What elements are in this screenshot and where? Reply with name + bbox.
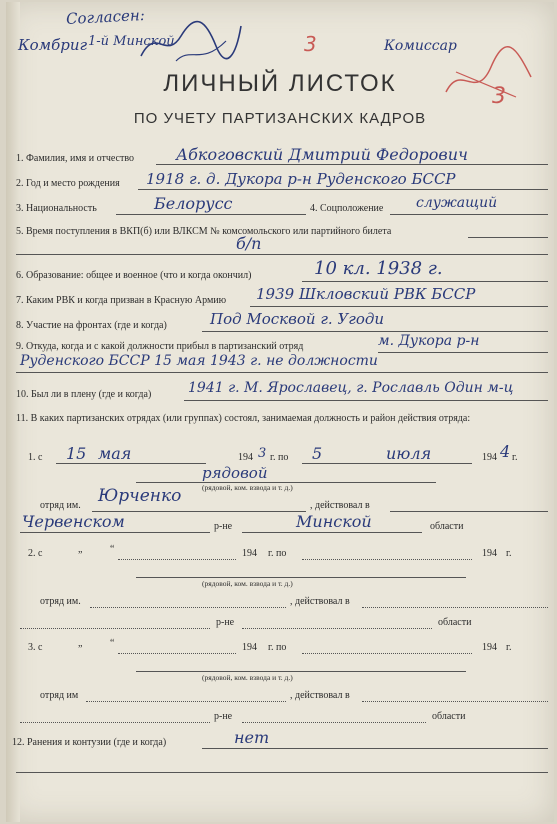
unit-3-detach-line	[86, 701, 286, 702]
field-12-label: 12. Ранения и контузии (где и когда)	[12, 737, 167, 748]
unit-1-from-day: 15	[66, 444, 87, 463]
unit-1-from-year-prefix: 194	[238, 452, 253, 463]
field-6-value: 10 кл. 1938 г.	[314, 258, 443, 279]
field-6-label: 6. Образование: общее и военное (что и когда окончил)	[16, 270, 252, 281]
unit-2-position-line	[136, 577, 466, 578]
unit-1-from-line	[56, 463, 206, 464]
unit-1-to-month: июля	[386, 444, 432, 463]
unit-3-district-line	[20, 722, 210, 723]
approval-agreed: Согласен:	[65, 5, 146, 29]
unit-3-acted-label: , действовал в	[290, 690, 350, 701]
field-1-label: 1. Фамилия, имя и отчество	[16, 153, 135, 164]
unit-2-from-line	[118, 559, 236, 560]
unit-3-position-line	[136, 671, 466, 672]
field-3-line	[116, 214, 306, 215]
unit-1-to-line	[302, 463, 472, 464]
unit-1-region-label: области	[430, 521, 464, 532]
field-3-label: 3. Национальность	[16, 203, 97, 214]
unit-3-region-line	[242, 722, 426, 723]
field-6-line	[302, 281, 548, 282]
unit-2-num: 2. с	[28, 548, 43, 559]
field-7-line	[250, 306, 548, 307]
unit-2-region-line	[242, 628, 432, 629]
unit-1-region-line	[242, 532, 422, 533]
field-9-value-a: м. Дукора р-н	[378, 333, 480, 349]
unit-1-detach-label: отряд им.	[40, 500, 81, 511]
unit-3-region-label: области	[432, 711, 466, 722]
red-mark: 3	[304, 32, 317, 56]
personal-record-sheet	[6, 2, 554, 822]
unit-2-district-line	[20, 628, 210, 629]
red-note: 3	[492, 84, 506, 109]
unit-3-g: г.	[506, 642, 512, 653]
field-2-label: 2. Год и место рождения	[16, 178, 120, 189]
unit-2-position-caption: (рядовой, ком. взвода и т. д.)	[202, 579, 293, 588]
approval-commissar: Комиссар	[384, 38, 457, 54]
unit-2-region-label: области	[438, 617, 472, 628]
unit-3-q1: „	[78, 638, 83, 649]
field-12-line	[202, 748, 548, 749]
unit-2-detach-label: отряд им.	[40, 596, 81, 607]
field-7-value: 1939 Шкловский РВК БССР	[256, 285, 476, 303]
unit-2-year-mid: 194	[242, 548, 257, 559]
unit-3-q2: “	[110, 638, 115, 649]
field-4-line	[390, 214, 548, 215]
unit-3-to-line	[302, 653, 472, 654]
unit-2-acted-label: , действовал в	[290, 596, 350, 607]
field-8-label: 8. Участие на фронтах (где и когда)	[16, 320, 167, 331]
field-2-value: 1918 г. д. Дукора р-н Руденского БССР	[146, 170, 456, 188]
unit-3-num: 3. с	[28, 642, 43, 653]
unit-1-position-caption: (рядовой, ком. взвода и т. д.)	[202, 483, 293, 492]
field-9-line-a	[378, 352, 548, 353]
page-subtitle: ПО УЧЕТУ ПАРТИЗАНСКИХ КАДРОВ	[133, 110, 427, 127]
unit-2-district-label: р-не	[216, 617, 235, 628]
field-5-line-a	[468, 237, 548, 238]
field-4-value: служащий	[416, 195, 498, 211]
field-5-value: б/п	[236, 234, 262, 253]
unit-1-position: рядовой	[202, 464, 268, 482]
field-10-value: 1941 г. М. Ярославец, г. Рославль Один м-ц	[188, 380, 514, 396]
page-title: ЛИЧНЫЙ ЛИСТОК	[163, 70, 397, 97]
unit-1-acted-label: , действовал в	[310, 500, 370, 511]
unit-1-from-year: 3	[258, 446, 267, 461]
unit-1-from-month: мая	[98, 444, 132, 463]
unit-3-from-line	[118, 653, 236, 654]
unit-1-to-year-prefix: 194	[482, 452, 497, 463]
unit-2-q2: “	[110, 544, 115, 555]
field-9-value-b: Руденского БССР 15 мая 1943 г. не должности	[20, 353, 378, 369]
field-10-label: 10. Был ли в плену (где и когда)	[16, 389, 152, 400]
unit-3-detach-label: отряд им	[40, 690, 79, 701]
unit-1-g: г.	[512, 452, 518, 463]
field-2-line	[138, 189, 548, 190]
unit-1-num: 1. с	[28, 452, 43, 463]
field-12-line-b	[16, 772, 548, 773]
unit-1-to-year: 4	[500, 442, 511, 461]
unit-1-acted-line	[390, 511, 548, 512]
unit-2-g: г.	[506, 548, 512, 559]
field-1-value: Абкоговский Дмитрий Федорович	[176, 145, 468, 164]
field-8-line	[202, 331, 548, 332]
field-8-value: Под Москвой г. Угоди	[210, 310, 385, 328]
commander-signature	[136, 16, 246, 71]
unit-1-district-label: р-не	[214, 521, 233, 532]
field-3-value: Белорусс	[154, 194, 233, 213]
unit-1-district-line	[20, 532, 210, 533]
unit-1-to-label: г. по	[270, 452, 289, 463]
approval-brigade-commander: Комбриг	[18, 36, 88, 54]
unit-3-position-caption: (рядовой, ком. взвода и т. д.)	[202, 673, 293, 682]
unit-2-to-label: г. по	[268, 548, 287, 559]
unit-3-acted-line	[362, 701, 548, 702]
field-9-line-b	[16, 372, 548, 373]
unit-1-region-value: Минской	[296, 512, 372, 531]
field-5-line-b	[16, 254, 548, 255]
unit-1-to-day: 5	[312, 444, 323, 463]
unit-3-year-mid: 194	[242, 642, 257, 653]
field-10-line	[184, 400, 548, 401]
field-5-label: 5. Время поступления в ВКП(б) или ВЛКСМ № комсомольского или партийного билета	[16, 226, 392, 237]
unit-3-district-label: р-не	[214, 711, 233, 722]
field-1-line	[156, 164, 548, 165]
unit-3-to-label: г. по	[268, 642, 287, 653]
unit-2-detach-line	[90, 607, 286, 608]
unit-1-detach-name: Юрченко	[98, 486, 182, 506]
field-12-value: нет	[234, 728, 270, 747]
field-7-label: 7. Каким РВК и когда призван в Красную Армию	[16, 295, 227, 306]
unit-2-year-end: 194	[482, 548, 497, 559]
unit-2-to-line	[302, 559, 472, 560]
field-9-label: 9. Откуда, когда и с какой должности прибыл в партизанский отряд	[16, 341, 304, 352]
unit-2-acted-line	[362, 607, 548, 608]
approval-brigade-name: 1-й Минской	[88, 34, 175, 49]
unit-2-q1: „	[78, 544, 83, 555]
unit-3-year-end: 194	[482, 642, 497, 653]
field-4-label: 4. Соцположение	[310, 203, 384, 214]
unit-1-district-value: Червенском	[22, 512, 125, 531]
field-11-label: 11. В каких партизанских отрядах (или группах) состоял, занимаемая должность и район действия отряда:	[16, 413, 471, 424]
